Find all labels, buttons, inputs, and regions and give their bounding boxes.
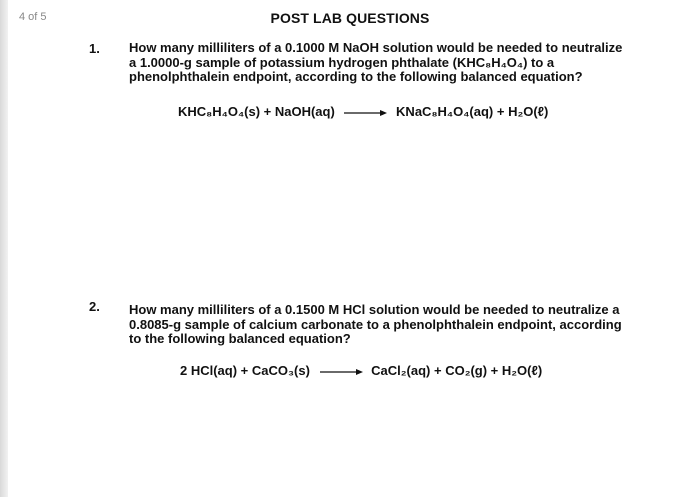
question-2-line-3: to the following balanced equation? — [129, 331, 351, 347]
question-2-number: 2. — [89, 299, 100, 314]
question-1-equation — [178, 104, 548, 119]
page-title: POST LAB QUESTIONS — [270, 10, 430, 26]
reaction-arrow-icon — [342, 109, 388, 117]
question-1-line-2: a 1.0000-g sample of potassium hydrogen phthalate (KHC₈H₄O₄) to a — [129, 54, 555, 70]
question-1-products: KNaC₈H₄O₄(aq) + H₂O(ℓ) — [396, 104, 549, 119]
question-1-line-3: phenolphthalein endpoint, according to the following balanced equation? — [129, 69, 583, 85]
page-edge — [0, 0, 8, 497]
question-2-products: CaCl₂(aq) + CO₂(g) + H₂O(ℓ) — [371, 363, 543, 378]
reaction-arrow-icon — [318, 368, 364, 376]
question-1-text — [129, 41, 629, 85]
page-indicator: 4 of 5 — [19, 11, 47, 23]
question-2-reactants: 2 HCl(aq) + CaCO₃(s) — [180, 363, 310, 378]
question-2-line-2: 0.8085-g sample of calcium carbonate to a phenolphthalein endpoint, according — [129, 316, 622, 332]
question-2-line-1: How many milliliters of a 0.1500 M HCl solution would be needed to neutralize a — [129, 302, 620, 317]
question-1-number: 1. — [89, 41, 100, 56]
question-2-equation — [180, 363, 542, 378]
question-2-text — [129, 303, 629, 347]
question-1-reactants: KHC₈H₄O₄(s) + NaOH(aq) — [178, 104, 335, 119]
question-1-line-1: How many milliliters of a 0.1000 M NaOH solution would be needed to neutralize — [129, 40, 623, 55]
